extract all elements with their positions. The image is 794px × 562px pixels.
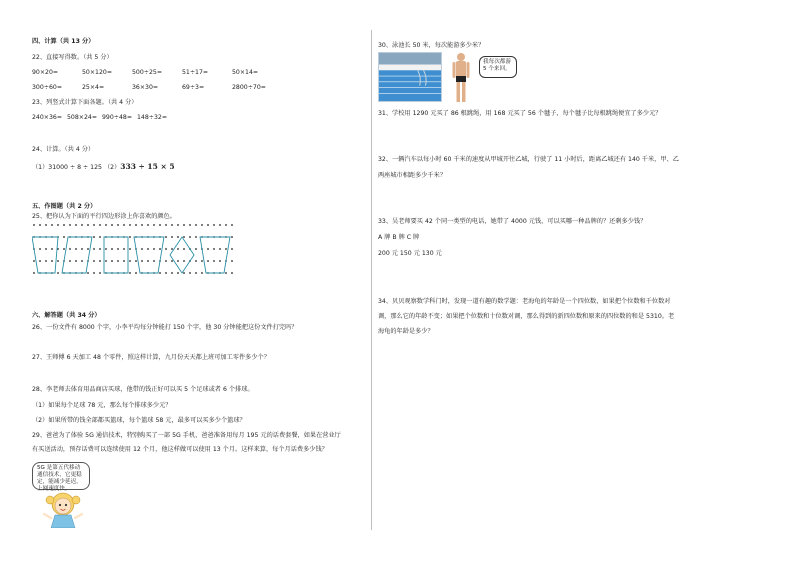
- question-28: 28、李老师去体育用品商店买球，他带的钱正好可以买 5 个足球或者 6 个排球。: [32, 386, 254, 393]
- grid-dot: [33, 224, 35, 226]
- grid-dot: [231, 260, 233, 262]
- column-divider: [371, 30, 372, 530]
- shape-quadrilateral: [200, 237, 230, 273]
- grid-dot: [213, 248, 215, 250]
- grid-dot: [219, 224, 221, 226]
- grid-dot: [93, 248, 95, 250]
- grid-dot: [219, 260, 221, 262]
- grid-dot: [171, 272, 173, 274]
- shape-trapezoid: [134, 237, 164, 273]
- calc-item: 50×120=: [82, 69, 113, 76]
- question-28-part-2: （2）如果所带的钱全部都买篮球，每个篮球 58 元，最多可以买多少个篮球？: [32, 417, 246, 424]
- grid-dot: [201, 224, 203, 226]
- grid-dot: [177, 236, 179, 238]
- calc-item: 240×36=: [32, 114, 63, 121]
- grid-dot: [159, 272, 161, 274]
- grid-dot: [225, 272, 227, 274]
- swimmer-image: [450, 52, 472, 104]
- question-34-line-3: 海龟的年龄是多少？: [378, 328, 434, 335]
- question-26: 26、一份文件有 8000 个字，小李平均每分钟能打 150 个字，他 30 分钟能把这份文件打完吗？: [32, 324, 298, 331]
- shape-rhombus: [170, 237, 194, 273]
- grid-dot: [231, 224, 233, 226]
- question-32-line-2: 两座城市相距多少千米？: [378, 172, 447, 179]
- calc-row-1: [32, 69, 282, 76]
- right-column: [378, 0, 718, 562]
- grid-dot: [57, 260, 59, 262]
- grid-dot: [111, 260, 113, 262]
- grid-dot: [153, 260, 155, 262]
- swimmer-speech-bubble: 我每次都游 5 个来回。: [479, 56, 517, 78]
- grid-dot: [195, 236, 197, 238]
- grid-dot: [225, 224, 227, 226]
- calc-row-2: [32, 84, 282, 91]
- grid-dot: [177, 248, 179, 250]
- grid-dot: [201, 272, 203, 274]
- calc-item: 990÷48=: [102, 114, 133, 121]
- grid-dot: [39, 224, 41, 226]
- question-22: 22、直接写得数。（共 5 分）: [32, 54, 113, 61]
- question-29-line-1: 29、爸爸为了体验 5G 通信技术，特别购买了一部 5G 手机，爸爸准备用每月 195 元的话费套餐，如果在营业厅: [32, 432, 341, 439]
- grid-dot: [165, 248, 167, 250]
- grid-dot: [177, 272, 179, 274]
- grid-dot: [99, 260, 101, 262]
- grid-dot: [231, 272, 233, 274]
- grid-dot: [111, 224, 113, 226]
- shape-parallelogram-1: [32, 237, 58, 273]
- grid-dot: [45, 224, 47, 226]
- question-31: 31、学校用 1290 元买了 86 根跳绳，用 168 元买了 56 个毽子，每个毽子比每根跳绳便宜了多少元？: [378, 110, 662, 117]
- q24-expression-2: 333 ÷ 15 × 5: [120, 162, 175, 171]
- grid-dot: [51, 224, 53, 226]
- shape-parallelogram-2: [62, 237, 92, 273]
- grid-dot: [231, 236, 233, 238]
- grid-dot: [195, 272, 197, 274]
- grid-dot: [189, 236, 191, 238]
- grid-dot: [231, 248, 233, 250]
- calc-row-3: [32, 114, 172, 121]
- grid-dot: [111, 248, 113, 250]
- grid-dot: [135, 272, 137, 274]
- grid-dot: [51, 260, 53, 262]
- grid-dot: [165, 260, 167, 262]
- question-28-part-1: （1）如果每个足球 78 元，那么每个排球多少元？: [32, 402, 172, 409]
- calc-item: 50×14=: [232, 69, 259, 76]
- grid-dot: [141, 224, 143, 226]
- grid-dot: [129, 260, 131, 262]
- calc-item: 2800÷70=: [232, 84, 266, 91]
- grid-dot: [123, 260, 125, 262]
- grid-dot: [63, 236, 65, 238]
- question-34-line-1: 34、贝贝观察数学科门时，发现一道有趣的数学题：老海龟的年龄是一个四位数，如果把个位数和千位数对: [378, 298, 671, 305]
- grid-dot: [39, 260, 41, 262]
- grid-dot: [129, 236, 131, 238]
- grid-dot: [129, 248, 131, 250]
- grid-dot: [93, 224, 95, 226]
- grid-dot: [189, 224, 191, 226]
- grid-dot: [183, 248, 185, 250]
- section-5-title: 五、作图题（共 2 分）: [32, 203, 97, 210]
- grid-dot: [93, 260, 95, 262]
- question-33-prices: 200 元 150 元 130 元: [378, 250, 442, 257]
- grid-dot: [105, 260, 107, 262]
- calc-item: 300÷60=: [32, 84, 63, 91]
- grid-dot: [81, 224, 83, 226]
- girl-speech-bubble: 5G 是第五代移动通信技术，它更稳定，能减少延迟，上网速度快。: [32, 462, 90, 490]
- calc-item: 69÷3=: [182, 84, 205, 91]
- grid-dot: [207, 260, 209, 262]
- question-33-options: A 牌 B 牌 C 牌: [378, 234, 420, 241]
- grid-dot: [75, 248, 77, 250]
- grid-dot: [39, 248, 41, 250]
- question-23: 23、列竖式计算下面各题。（共 4 分）: [32, 99, 138, 106]
- grid-dot: [171, 224, 173, 226]
- grid-dot: [93, 236, 95, 238]
- grid-dot: [195, 248, 197, 250]
- grid-dot: [135, 224, 137, 226]
- grid-dot: [87, 272, 89, 274]
- grid-dot: [117, 224, 119, 226]
- grid-dot: [33, 272, 35, 274]
- grid-dot: [213, 260, 215, 262]
- grid-dot: [129, 272, 131, 274]
- section-4-title: 四、计算（共 13 分）: [32, 38, 95, 45]
- grid-dot: [93, 272, 95, 274]
- section-6-title: 六、解答题（共 34 分）: [32, 312, 101, 319]
- grid-dot: [123, 248, 125, 250]
- grid-dot: [87, 224, 89, 226]
- dot-grid-figure: [32, 224, 242, 286]
- grid-dot: [183, 272, 185, 274]
- question-34-line-2: 调，那么它的年龄不变；如果把个位数和十位数对调，那么得到的新四位数和原来的四位数的和是 5310。老: [378, 313, 675, 320]
- grid-dot: [195, 260, 197, 262]
- grid-dot: [213, 224, 215, 226]
- grid-dot: [147, 260, 149, 262]
- question-24: 24、计算。（共 4 分）: [32, 146, 95, 153]
- grid-dot: [117, 248, 119, 250]
- question-27: 27、王师傅 6 天加工 48 个零件，照这样计算，九月份天天都上班可加工零件多少个？: [32, 354, 270, 361]
- grid-dot: [99, 224, 101, 226]
- question-29-line-2: 有买送活动，预存话费可以连续使用 12 个月，他这样做可以使用 13 个月。这样来算，每个月话费多少钱？: [32, 446, 328, 453]
- grid-dot: [51, 248, 53, 250]
- girl-cartoon-image: [40, 488, 86, 528]
- grid-dot: [153, 224, 155, 226]
- grid-dot: [63, 248, 65, 250]
- shape-parallelogram-3: [104, 237, 128, 273]
- calc-item: 500÷25=: [132, 69, 163, 76]
- grid-dot: [129, 224, 131, 226]
- grid-dot: [117, 260, 119, 262]
- grid-dot: [99, 248, 101, 250]
- grid-dot: [183, 236, 185, 238]
- grid-dot: [57, 272, 59, 274]
- grid-dot: [207, 248, 209, 250]
- grid-dot: [123, 224, 125, 226]
- grid-dot: [99, 236, 101, 238]
- grid-dot: [69, 248, 71, 250]
- calc-item: 36×30=: [132, 84, 159, 91]
- grid-dot: [183, 224, 185, 226]
- grid-dot: [81, 260, 83, 262]
- question-30: 30、泳池长 50 米，每次能游多少米？: [378, 42, 485, 49]
- grid-dot: [159, 224, 161, 226]
- grid-dot: [99, 272, 101, 274]
- grid-dot: [177, 260, 179, 262]
- grid-dot: [195, 224, 197, 226]
- grid-dot: [183, 260, 185, 262]
- grid-dot: [141, 248, 143, 250]
- grid-dot: [165, 272, 167, 274]
- grid-dot: [75, 260, 77, 262]
- grid-dot: [87, 248, 89, 250]
- grid-dot: [135, 260, 137, 262]
- grid-dot: [33, 260, 35, 262]
- q24-item-1: （1）31000 ÷ 8 ÷ 125 （2）: [32, 164, 121, 171]
- grid-dot: [177, 224, 179, 226]
- grid-dot: [153, 248, 155, 250]
- grid-dot: [201, 260, 203, 262]
- grid-dot: [75, 224, 77, 226]
- grid-dot: [171, 260, 173, 262]
- grid-dot: [69, 224, 71, 226]
- grid-dot: [105, 248, 107, 250]
- grid-dot: [105, 224, 107, 226]
- question-33: 33、吴老师要买 42 个同一类型的电话，她带了 4000 元钱，可以买哪一种品牌的？还剩多少钱？: [378, 218, 647, 225]
- grid-dot: [189, 272, 191, 274]
- left-column: [32, 0, 362, 562]
- grid-dot: [225, 248, 227, 250]
- grid-dot: [165, 224, 167, 226]
- grid-dot: [147, 248, 149, 250]
- grid-dot: [45, 248, 47, 250]
- swimming-pool-image: [378, 52, 442, 102]
- grid-dot: [207, 224, 209, 226]
- grid-dot: [81, 248, 83, 250]
- calc-item: 51÷17=: [182, 69, 209, 76]
- grid-dot: [219, 248, 221, 250]
- grid-dot: [147, 224, 149, 226]
- grid-dot: [159, 248, 161, 250]
- question-25: 25、把你认为下面的平行四边形涂上你喜欢的颜色。: [32, 213, 176, 220]
- grid-dot: [171, 248, 173, 250]
- grid-dot: [141, 260, 143, 262]
- question-24-items: [32, 163, 175, 172]
- question-32-line-1: 32、一辆汽车以每小时 60 千米的速度从甲城开往乙城，行驶了 11 小时后，距离乙城还有 140 千米，甲、乙: [378, 156, 679, 163]
- grid-dot: [69, 260, 71, 262]
- calc-item: 90×20=: [32, 69, 59, 76]
- grid-dot: [171, 236, 173, 238]
- calc-item: 508×24=: [67, 114, 98, 121]
- calc-item: 148÷32=: [137, 114, 168, 121]
- grid-dot: [165, 236, 167, 238]
- grid-dot: [57, 224, 59, 226]
- grid-dot: [45, 260, 47, 262]
- grid-dot: [63, 224, 65, 226]
- calc-item: 25×4=: [82, 84, 105, 91]
